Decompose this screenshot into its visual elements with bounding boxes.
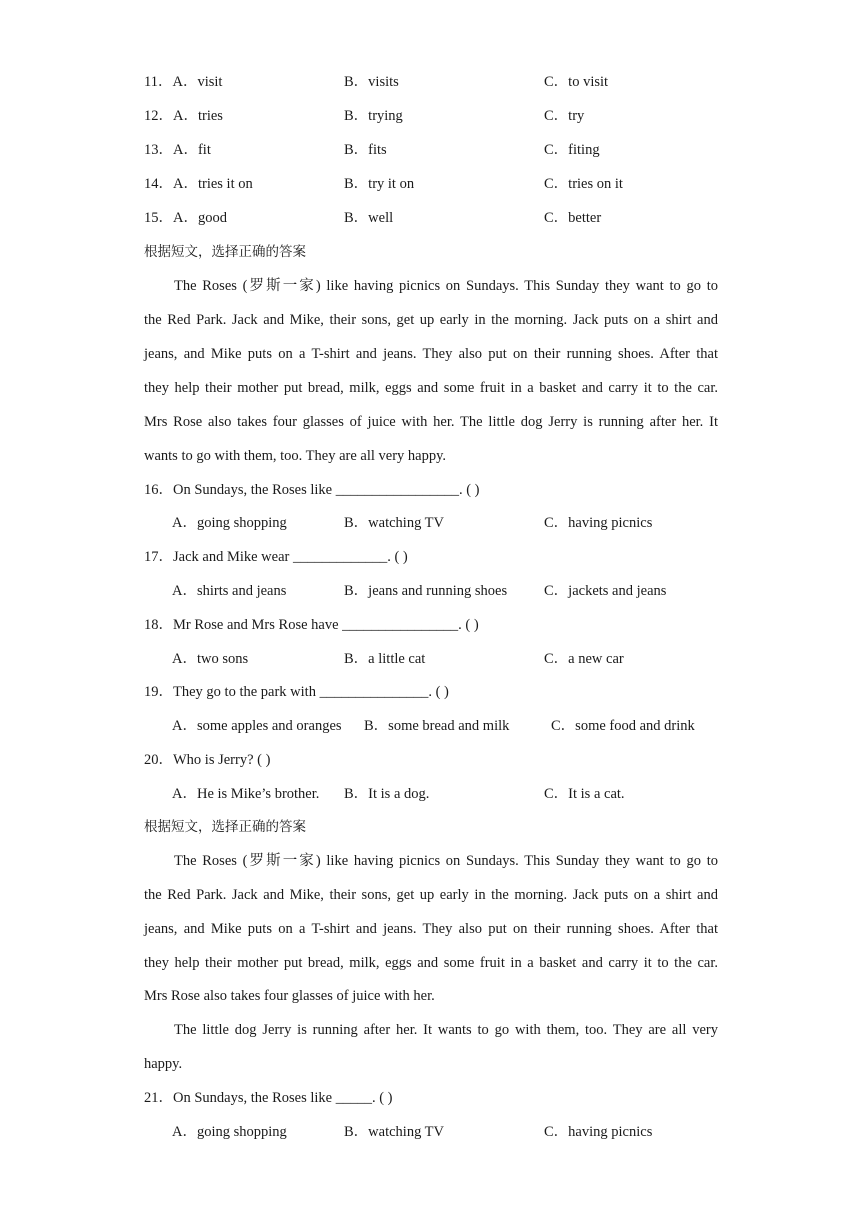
option-a[interactable]: A．some apples and oranges	[172, 718, 342, 734]
option-b[interactable]: B．some bread and milk	[364, 718, 510, 734]
option-a[interactable]: A．tries it on	[173, 176, 253, 192]
passage-line: The little dog Jerry is running after her. It wants to go with them, too. They are all very	[174, 1022, 718, 1038]
option-c[interactable]: C．having picnics	[544, 515, 653, 531]
option-a[interactable]: A．going shopping	[172, 1124, 287, 1140]
question-number: 13．	[144, 142, 173, 158]
passage-line: The Roses (罗斯一家) like having picnics on Sundays. This Sunday they want to go to	[174, 853, 718, 869]
option-b[interactable]: B．fits	[344, 142, 387, 158]
option-c[interactable]: C．a new car	[544, 651, 624, 667]
option-b[interactable]: B．a little cat	[344, 651, 426, 667]
option-a[interactable]: A．He is Mike’s brother.	[172, 786, 320, 802]
option-c[interactable]: C．some food and drink	[551, 718, 695, 734]
option-b[interactable]: B．watching TV	[344, 515, 445, 531]
question-number: 15．	[144, 210, 173, 226]
option-b[interactable]: B．jeans and running shoes	[344, 583, 508, 599]
option-a[interactable]: A．visit	[172, 74, 223, 90]
option-a[interactable]: A．going shopping	[172, 515, 287, 531]
passage-line: they help their mother put bread, milk, eggs and some fruit in a basket and carry it to the car.	[144, 955, 718, 971]
option-b[interactable]: B．watching TV	[344, 1124, 445, 1140]
option-a[interactable]: A．good	[173, 210, 227, 226]
passage-line: jeans, and Mike puts on a T-shirt and jeans. They also put on their running shoes. After that	[144, 346, 718, 362]
option-a[interactable]: A．tries	[173, 108, 223, 124]
question-number: 12．	[144, 108, 173, 124]
option-b[interactable]: B．trying	[344, 108, 403, 124]
option-c[interactable]: C．try	[544, 108, 585, 124]
question-19-stem: 19．They go to the park with _______________. ( )	[144, 684, 449, 700]
option-b[interactable]: B．well	[344, 210, 394, 226]
option-c[interactable]: C．jackets and jeans	[544, 583, 667, 599]
section-heading: 根据短文，选择正确的答案	[144, 244, 306, 260]
question-13	[144, 140, 211, 160]
question-15	[144, 208, 227, 228]
question-number: 11．	[144, 74, 173, 90]
question-18-stem: 18．Mr Rose and Mrs Rose have ________________. ( )	[144, 617, 479, 633]
option-c[interactable]: C．having picnics	[544, 1124, 653, 1140]
option-c[interactable]: C．tries on it	[544, 176, 623, 192]
passage-line: they help their mother put bread, milk, eggs and some fruit in a basket and carry it to the car.	[144, 380, 718, 396]
option-c[interactable]: C．to visit	[544, 74, 609, 90]
option-a[interactable]: A．fit	[173, 142, 211, 158]
passage-line: jeans, and Mike puts on a T-shirt and jeans. They also put on their running shoes. After that	[144, 921, 718, 937]
option-c[interactable]: C．It is a cat.	[544, 786, 625, 802]
question-12	[144, 106, 223, 126]
option-b[interactable]: B．visits	[344, 74, 399, 90]
question-17-stem: 17．Jack and Mike wear _____________. ( )	[144, 549, 408, 565]
question-20-stem: 20．Who is Jerry? ( )	[144, 752, 271, 768]
passage-line: the Red Park. Jack and Mike, their sons, get up early in the morning. Jack puts on a shirt and	[144, 887, 718, 903]
option-c[interactable]: C．fiting	[544, 142, 600, 158]
passage-line: The Roses (罗斯一家) like having picnics on Sundays. This Sunday they want to go to	[174, 278, 718, 294]
option-a[interactable]: A．two sons	[172, 651, 249, 667]
passage-line: Mrs Rose also takes four glasses of juice with her.	[144, 988, 435, 1004]
section-heading: 根据短文，选择正确的答案	[144, 819, 306, 835]
passage-line: wants to go with them, too. They are all very happy.	[144, 448, 447, 464]
passage-line: Mrs Rose also takes four glasses of juice with her. The little dog Jerry is running after her. It	[144, 414, 718, 430]
question-14	[144, 174, 253, 194]
question-21-stem: 21．On Sundays, the Roses like _____. ( )	[144, 1090, 393, 1106]
option-c[interactable]: C．better	[544, 210, 602, 226]
option-a[interactable]: A．shirts and jeans	[172, 583, 287, 599]
passage-line: the Red Park. Jack and Mike, their sons, get up early in the morning. Jack puts on a shirt and	[144, 312, 718, 328]
question-16-stem: 16．On Sundays, the Roses like _________________. ( )	[144, 482, 480, 498]
passage-line: happy.	[144, 1056, 183, 1072]
option-b[interactable]: B．try it on	[344, 176, 415, 192]
question-number: 14．	[144, 176, 173, 192]
option-b[interactable]: B．It is a dog.	[344, 786, 430, 802]
question-11	[144, 72, 222, 92]
